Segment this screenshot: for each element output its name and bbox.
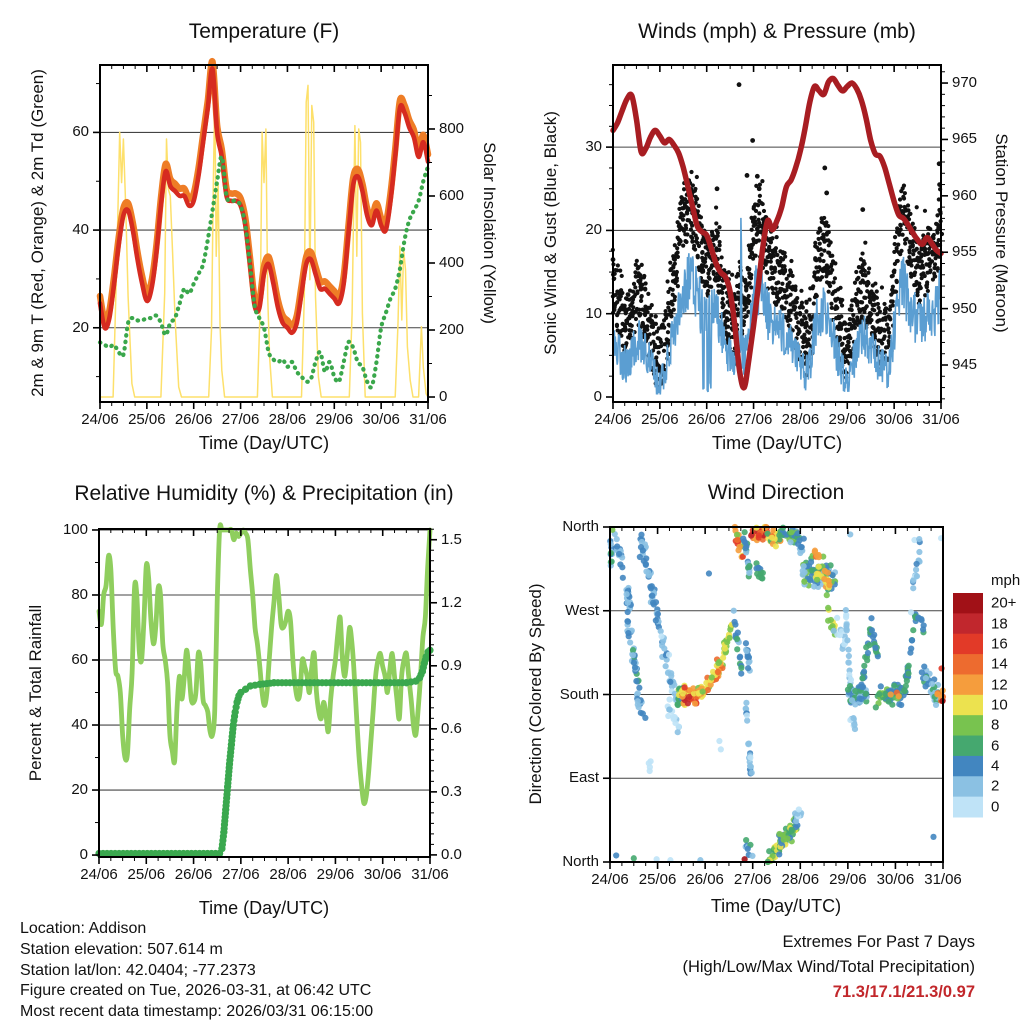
x-tick-label: 24/06 [591,871,629,888]
y-tick-label: 0.9 [441,656,462,674]
y-tick-label: 20 [71,781,88,799]
y-tick-label: 960 [952,186,978,204]
ylabel-rh-left: Percent & Total Rainfall [26,604,45,782]
ylabel-wind-left: Sonic Wind & Gust (Blue, Black) [541,111,560,355]
chart-title-winds-pressure: Winds (mph) & Pressure (mb) [638,20,916,43]
y-tick-label: 0.3 [441,782,462,800]
station-location: Location: Addison [20,920,147,937]
x-tick-label: 27/06 [733,871,772,888]
x-tick-label: 25/06 [638,871,677,888]
colorbar-title: mph [991,572,1021,589]
x-tick-label: 26/06 [174,411,213,428]
x-tick-label: 28/06 [268,411,307,428]
y-tick-label: 400 [439,253,465,271]
x-tick-label: 28/06 [781,411,820,428]
xlabel-temperature: Time (Day/UTC) [198,433,330,453]
x-tick-label: 24/06 [80,866,118,883]
x-tick-label: 27/06 [734,411,773,428]
x-tick-label: 24/06 [81,411,119,428]
extremes-heading: Extremes For Past 7 Days [782,933,975,951]
extremes-legend: (High/Low/Max Wind/Total Precipitation) [682,958,975,976]
x-tick-label: 27/06 [221,411,260,428]
y-tick-label: 0.6 [441,719,462,737]
y-tick-label: 0 [593,388,602,405]
colorbar-tick-label: 14 [991,655,1008,673]
colorbar-tick-label: 0 [991,798,1000,816]
y-tick-label: East [568,769,599,787]
x-tick-label: 29/06 [315,411,354,428]
x-tick-label: 24/06 [594,411,632,428]
y-tick-label: 100 [62,520,88,538]
y-tick-label: North [562,853,599,870]
colorbar-tick-label: 4 [991,757,1000,775]
x-tick-label: 28/06 [781,871,820,888]
y-tick-label: 1.2 [441,593,462,611]
y-tick-label: South [559,685,599,703]
y-tick-label: 20 [72,318,89,336]
x-tick-label: 25/06 [641,411,679,428]
series-t2m [100,69,428,333]
y-tick-label: 0 [79,846,88,864]
x-tick-label: 28/06 [269,866,307,883]
chart-title-temperature: Temperature (F) [188,20,340,43]
station-elevation: Station elevation: 507.614 m [20,940,223,958]
y-tick-label: 800 [439,119,465,137]
y-tick-label: 10 [585,304,602,322]
y-tick-label: 600 [439,186,465,204]
figure-created: Figure created on Tue, 2026-03-31, at 06:42 UTC [20,982,372,1000]
winds_pressure-chart [606,65,948,409]
x-tick-label: 25/06 [127,866,166,883]
y-tick-label: 60 [72,123,89,141]
colorbar-tick-label: 2 [991,777,1000,795]
ylabel-solar-right: Solar Insolation (Yellow) [480,142,499,324]
speed-colorbar [953,593,983,818]
x-tick-label: 27/06 [222,866,260,883]
extremes-summary [682,930,975,1005]
series-relative_humidity [99,525,430,804]
x-tick-label: 31/06 [922,411,960,428]
extremes-values: 71.3/17.1/21.3/0.97 [832,983,975,1001]
latest-timestamp: Most recent data timestamp: 2026/03/31 06:15:00 [20,1003,374,1021]
y-tick-label: 0.0 [441,845,462,863]
y-tick-label: 970 [952,74,978,92]
xlabel-winds-pressure: Time (Day/UTC) [711,433,843,453]
temperature-chart [93,61,435,409]
y-tick-label: 965 [952,130,978,148]
y-tick-label: 945 [952,356,978,373]
x-tick-label: 29/06 [316,866,355,883]
xlabel-humidity-precip: Time (Day/UTC) [198,898,330,918]
ylabel-temperature-left: 2m & 9m T (Red, Orange) & 2m Td (Green) [28,69,47,397]
y-tick-label: 1.5 [441,530,462,548]
y-tick-label: 20 [585,221,602,239]
colorbar-tick-label: 20+ [991,594,1017,612]
y-tick-label: 80 [71,585,88,603]
x-tick-label: 29/06 [828,411,867,428]
x-tick-label: 29/06 [829,871,867,888]
x-tick-label: 26/06 [686,871,724,888]
rh_precip-chart [92,525,437,864]
y-tick-label: 0 [439,388,448,405]
xlabel-wind-direction: Time (Day/UTC) [710,896,842,916]
wind_direction-chart [603,524,946,869]
x-tick-label: 30/06 [876,871,915,888]
station-latlon: Station lat/lon: 42.0404; -77.2373 [20,961,256,979]
y-tick-label: 40 [71,716,88,734]
x-tick-label: 25/06 [128,411,166,428]
y-tick-label: North [562,518,599,535]
y-tick-label: 950 [952,299,978,317]
x-tick-label: 30/06 [875,411,913,428]
colorbar-tick-label: 6 [991,737,1000,755]
y-tick-label: 30 [585,138,602,156]
colorbar-tick-label: 8 [991,716,1000,734]
colorbar-tick-label: 12 [991,676,1008,694]
chart-title-wind-direction: Wind Direction [707,481,845,504]
colorbar-tick-label: 18 [991,615,1008,633]
x-tick-label: 31/06 [411,866,449,883]
x-tick-label: 31/06 [924,871,962,888]
x-tick-label: 31/06 [409,411,447,428]
x-tick-label: 26/06 [174,866,213,883]
station-info [20,919,373,1023]
y-tick-label: 955 [952,243,978,261]
colorbar-tick-label: 10 [991,696,1008,714]
y-tick-label: 200 [439,321,465,338]
colorbar-tick-label: 16 [991,635,1008,653]
chart-title-humidity-precip: Relative Humidity (%) & Precipitation (in) [74,482,454,505]
x-tick-label: 30/06 [363,866,402,883]
ylabel-direction-left: Direction (Colored By Speed) [526,583,545,805]
x-tick-label: 30/06 [362,411,400,428]
y-tick-label: 60 [71,651,88,668]
ylabel-pressure-right: Station Pressure (Maroon) [992,133,1011,333]
y-tick-label: 40 [72,221,89,239]
y-tick-label: West [565,601,599,619]
x-tick-label: 26/06 [687,411,726,428]
